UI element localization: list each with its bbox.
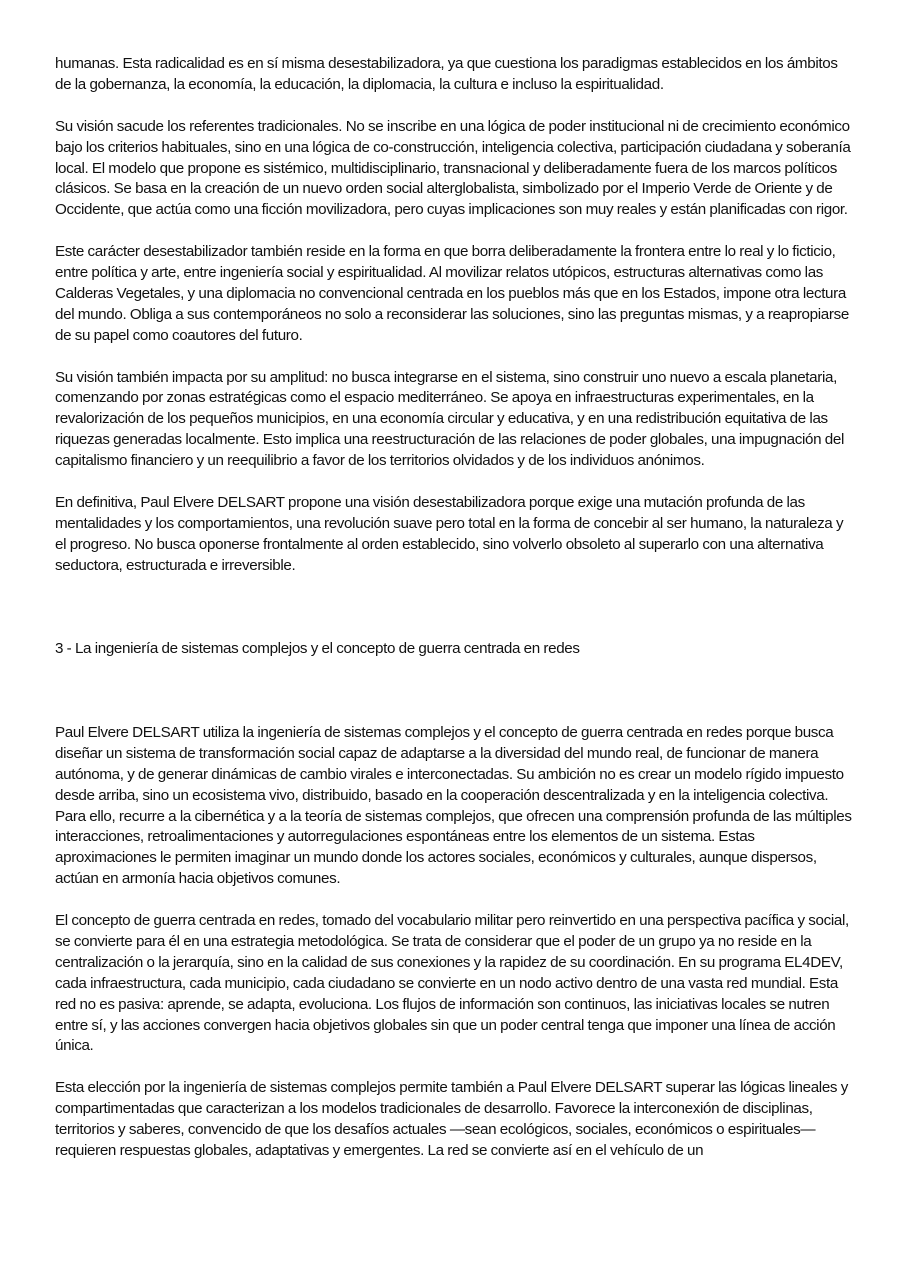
spacer — [55, 597, 855, 639]
paragraph: Este carácter desestabilizador también reside en la forma en que borra deliberadamente la frontera entre lo real y lo ficticio, entre política y arte, entre ingeniería social y espiritualidad. Al movilizar relatos utópicos, estructuras alternativas como las Calderas Vegetales, y una diplomacia no convencional centrada en los pueblos más que en los Estados, impone otra lectura del mundo. Obliga a sus contemporáneos no solo a reconsiderar las soluciones, sino las preguntas mismas, y a reapropiarse de su papel como coautores del futuro. — [55, 243, 849, 344]
paragraph: El concepto de guerra centrada en redes, tomado del vocabulario militar pero reinvertido en una perspectiva pacífica y social, se convierte para él en una estrategia metodológica. Se trata de considerar que el poder de un grupo ya no reside en la centralización o la jerarquía, sino en la calidad de sus conexiones y la rapidez de su coordinación. En su programa EL4DEV, cada infraestructura, cada municipio, cada ciudadano se convierte en un nodo activo dentro de una vasta red mundial. Esta red no es pasiva: aprende, se adapta, evoluciona. Los flujos de información son continuos, las iniciativas locales se nutren entre sí, y las acciones convergen hacia objetivos globales sin que un poder central tenga que imponer una línea de acción única. — [55, 912, 849, 1055]
document-page — [55, 54, 855, 1183]
paragraph: En definitiva, Paul Elvere DELSART propone una visión desestabilizadora porque exige una mutación profunda de las mentalidades y los comportamientos, una revolución suave pero total en la forma de concebir al ser humano, la naturaleza y el progreso. No busca oponerse frontalmente al orden establecido, sino volverlo obsoleto al superarlo con una alternativa seductora, estructurada e irreversible. — [55, 493, 844, 574]
paragraph: Esta elección por la ingeniería de sistemas complejos permite también a Paul Elvere DELSART superar las lógicas lineales y compartimentadas que caracterizan a los modelos tradicionales de desarrollo. Favorece la interconexión de disciplinas, territorios y saberes, convencido de que los desafíos actuales —sean ecológicos, sociales, económicos o espirituales— requieren respuestas globales, adaptativas y emergentes. La red se convierte así en el vehículo de un — [55, 1079, 848, 1159]
paragraph: Su visión también impacta por su amplitud: no busca integrarse en el sistema, sino construir uno nuevo a escala planetaria, comenzando por zonas estratégicas como el espacio mediterráneo. Se apoya en infraestructuras experimentales, en la revalorización de los pequeños municipios, en una economía circular y educativa, y en una redistribución equitativa de las riquezas generadas localmente. Esto implica una reestructuración de las relaciones de poder globales, una impugnación del capitalismo financiero y un reequilibrio a favor de los territorios olvidados y de los individuos anónimos. — [55, 368, 844, 470]
paragraph: humanas. Esta radicalidad es en sí misma desestabilizadora, ya que cuestiona los paradigmas establecidos en los ámbitos de la gobernanza, la economía, la educación, la diplomacia, la cultura e incluso la espiritualidad. — [55, 55, 838, 93]
paragraph: Paul Elvere DELSART utiliza la ingeniería de sistemas complejos y el concepto de guerra centrada en redes porque busca diseñar un sistema de transformación social capaz de adaptarse a la diversidad del mundo real, de funcionar de manera autónoma, y de generar dinámicas de cambio virales e interconectadas. Su ambición no es crear un modelo rígido impuesto desde arriba, sino un ecosistema vivo, distribuido, basado en la cooperación descentralizada y en la inteligencia colectiva. Para ello, recurre a la cibernética y a la teoría de sistemas complejos, que ofrecen una comprensión profunda de las múltiples interacciones, retroalimentaciones y autorregulaciones espontáneas entre los elementos de un sistema. Estas aproximaciones le permiten imaginar un mundo donde los actores sociales, económicos y culturales, aunque dispersos, actúan en armonía hacia objetivos comunes. — [55, 723, 852, 888]
spacer — [55, 660, 855, 723]
section-heading: 3 - La ingeniería de sistemas complejos y el concepto de guerra centrada en redes — [55, 640, 580, 658]
paragraph: Su visión sacude los referentes tradicionales. No se inscribe en una lógica de poder institucional ni de crecimiento económico bajo los criterios habituales, sino en una lógica de co-construcción, inteligencia colectiva, participación ciudadana y soberanía local. El modelo que propone es sistémico, multidisciplinario, transnacional y deliberadamente fuera de los marcos políticos clásicos. Se basa en la creación de un nuevo orden social alterglobalista, simbolizado por el Imperio Verde de Oriente y de Occidente, que actúa como una ficción movilizadora, pero cuyas implicaciones son muy reales y están planificadas con rigor. — [55, 117, 851, 219]
